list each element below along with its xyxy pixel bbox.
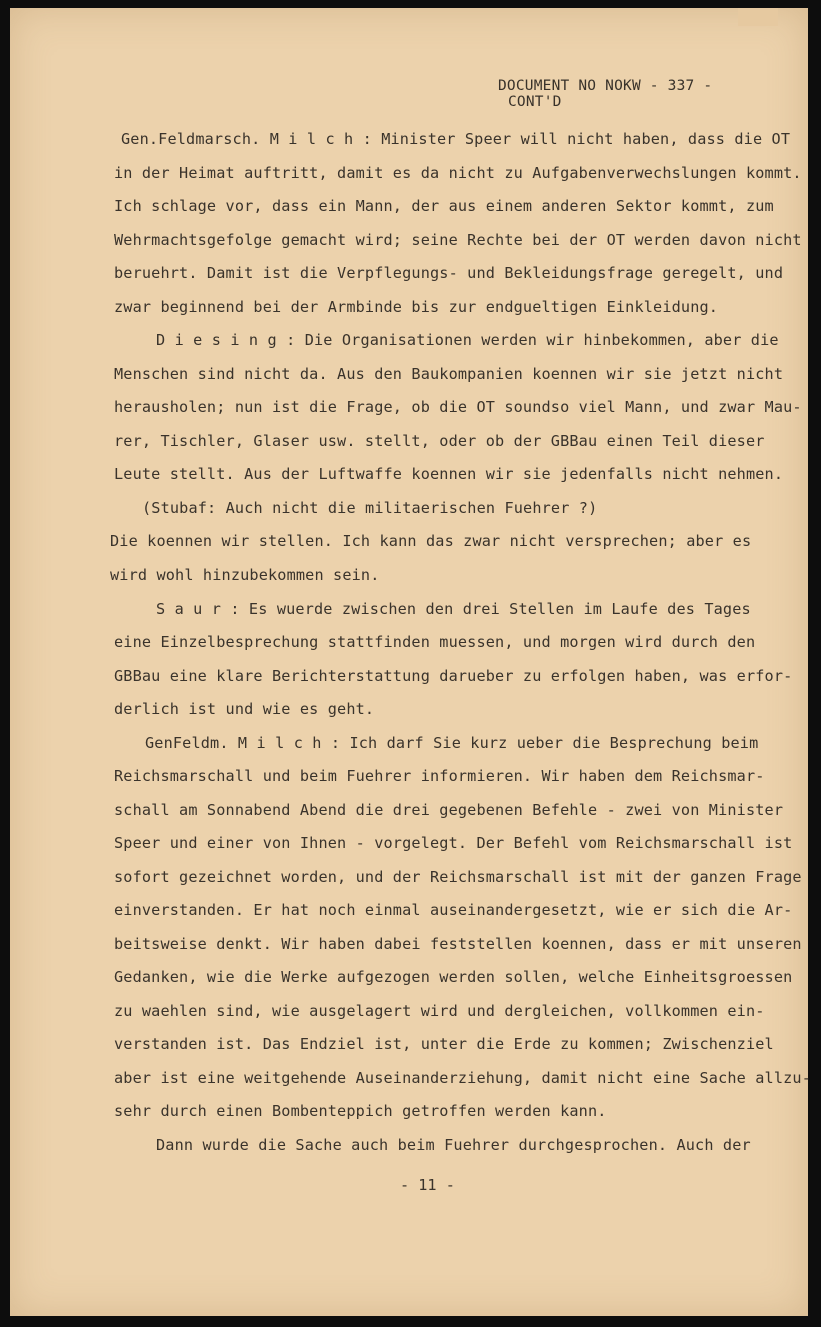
text-line: wird wohl hinzubekommen sein. xyxy=(110,566,380,584)
text-line: zwar beginnend bei der Armbinde bis zur endgueltigen Einkleidung. xyxy=(114,298,719,316)
text-line: rer, Tischler, Glaser usw. stellt, oder ob der GBBau einen Teil dieser xyxy=(114,432,765,450)
text-line: Reichsmarschall und beim Fuehrer informieren. Wir haben dem Reichsmar- xyxy=(114,767,765,785)
text-line: Gen.Feldmarsch. M i l c h : Minister Speer will nicht haben, dass die OT xyxy=(121,130,791,148)
text-line: (Stubaf: Auch nicht die militaerischen Fuehrer ?) xyxy=(142,499,598,517)
text-line: GenFeldm. M i l c h : Ich darf Sie kurz ueber die Besprechung beim xyxy=(145,734,759,752)
text-line: Ich schlage vor, dass ein Mann, der aus einem anderen Sektor kommt, zum xyxy=(114,197,774,215)
text-line: schall am Sonnabend Abend die drei gegebenen Befehle - zwei von Minister xyxy=(114,801,784,819)
text-line: beitsweise denkt. Wir haben dabei feststellen koennen, dass er mit unseren xyxy=(114,935,802,953)
text-line: zu waehlen sind, wie ausgelagert wird und dergleichen, vollkommen ein- xyxy=(114,1002,765,1020)
text-line: verstanden ist. Das Endziel ist, unter die Erde zu kommen; Zwischenziel xyxy=(114,1035,774,1053)
text-line: eine Einzelbesprechung stattfinden muessen, und morgen wird durch den xyxy=(114,633,756,651)
text-line: Leute stellt. Aus der Luftwaffe koennen wir sie jedenfalls nicht nehmen. xyxy=(114,465,784,483)
text-line: einverstanden. Er hat noch einmal auseinandergesetzt, wie er sich die Ar- xyxy=(114,901,793,919)
text-line: in der Heimat auftritt, damit es da nicht zu Aufgabenverwechslungen kommt. xyxy=(114,164,802,182)
text-line: sehr durch einen Bombenteppich getroffen werden kann. xyxy=(114,1102,607,1120)
text-line: aber ist eine weitgehende Auseinanderziehung, damit nicht eine Sache allzu- xyxy=(114,1069,812,1087)
text-line: D i e s i n g : Die Organisationen werden wir hinbekommen, aber die xyxy=(156,331,779,349)
text-line: Wehrmachtsgefolge gemacht wird; seine Rechte bei der OT werden davon nicht xyxy=(114,231,802,249)
document-number: DOCUMENT NO NOKW - 337 - xyxy=(498,78,713,94)
text-line: Dann wurde die Sache auch beim Fuehrer durchgesprochen. Auch der xyxy=(156,1136,751,1154)
text-line: beruehrt. Damit ist die Verpflegungs- und Bekleidungsfrage geregelt, und xyxy=(114,264,784,282)
document-page xyxy=(10,8,812,1316)
text-line: Gedanken, wie die Werke aufgezogen werden sollen, welche Einheitsgroessen xyxy=(114,968,793,986)
document-header xyxy=(498,78,798,110)
text-line: derlich ist und wie es geht. xyxy=(114,700,375,718)
text-line: Menschen sind nicht da. Aus den Baukompanien koennen wir sie jetzt nicht xyxy=(114,365,784,383)
text-line: S a u r : Es wuerde zwischen den drei Stellen im Laufe des Tages xyxy=(156,600,751,618)
text-line: Speer und einer von Ihnen - vorgelegt. Der Befehl vom Reichsmarschall ist xyxy=(114,834,793,852)
text-line: Die koennen wir stellen. Ich kann das zwar nicht versprechen; aber es xyxy=(110,532,752,550)
text-line: sofort gezeichnet worden, und der Reichsmarschall ist mit der ganzen Frage xyxy=(114,868,802,886)
paper-edge-mark xyxy=(738,8,778,26)
continued-marker: CONT'D xyxy=(508,94,562,110)
text-line: herausholen; nun ist die Frage, ob die OT soundso viel Mann, und zwar Mau- xyxy=(114,398,802,416)
text-line: GBBau eine klare Berichterstattung darueber zu erfolgen haben, was erfor- xyxy=(114,667,793,685)
page-number: - 11 - xyxy=(400,1176,455,1194)
